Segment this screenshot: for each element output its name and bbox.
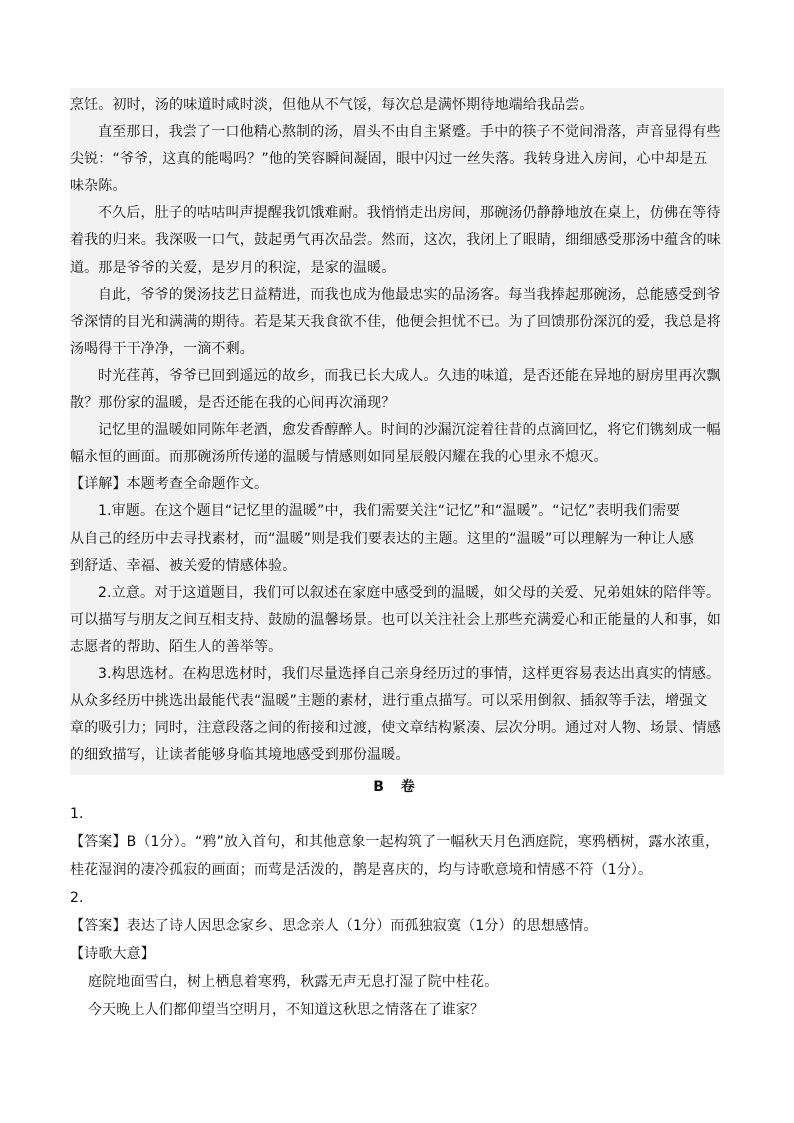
essay-text [70, 92, 724, 471]
essay-line: 不久后，肚子的咕咕叫声提醒我饥饿难耐。我悄悄走出房间，那碗汤仍静静地放在桌上，仿佛在等待 [98, 205, 721, 222]
analysis-point-line: 从自己的经历中去寻找素材，而“温暖”则是我们要表达的主题。这里的“温暖”可以理解为一种让人感 [70, 530, 694, 547]
analysis-point-line: 可以描写与朋友之间互相支持、鼓励的温馨场景。也可以关注社会上那些充满爱心和正能量的人和事，如 [70, 611, 721, 628]
analysis-intro: 本题考查全命题作文。 [126, 476, 269, 493]
essay-line: 记忆里的温暖如同陈年老酒，愈发香醇醉人。时间的沙漏沉淀着往昔的点滴回忆，将它们镌刻成一幅 [98, 422, 721, 439]
essay-line: 烹饪。初时，汤的味道时咸时淡，但他从不气馁，每次总是满怀期待地端给我品尝。 [70, 97, 594, 113]
essay-line: 道。那是爷爷的关爱，是岁月的积淀，是家的温暖。 [70, 259, 396, 276]
analysis-point-line: 2.立意。对于这道题目，我们可以叙述在家庭中感受到的温暖，如父母的关爱、兄弟姐妹的陪伴等。 [98, 584, 721, 601]
question-2-answer: 【答案】表达了诗人因思念家乡、思念亲人（1分）而孤独寂寞（1分）的思想感情。 [70, 918, 598, 934]
poem-meaning-line-2: 今天晚上人们都仰望当空明月，不知道这秋思之情落在了谁家？ [88, 1002, 485, 1018]
essay-line: 自此，爷爷的煲汤技艺日益精进，而我也成为他最忠实的品汤客。每当我捧起那碗汤，总能感受到爷 [98, 286, 721, 303]
analysis-point-line: 从众多经历中挑选出最能代表“温暖”主题的素材，进行重点描写。可以采用倒叙、插叙等手法，增强文 [70, 693, 708, 710]
essay-line: 着我的归来。我深吸一口气，鼓起勇气再次品尝。然而，这次，我闭上了眼睛，细细感受那汤中蕴含的味 [70, 232, 721, 249]
analysis-points [70, 498, 724, 769]
question-1-number: 1. [70, 806, 84, 822]
section-b-content [70, 800, 730, 1024]
essay-line: 时光荏苒，爷爷已回到遥远的故乡，而我已长大成人。久违的味道，是否还能在异地的厨房里再次飘 [98, 367, 721, 384]
essay-line: 汤喝得干干净净，一滴不剩。 [70, 340, 254, 357]
essay-line: 直至那日，我尝了一口他精心熬制的汤，眉头不由自主紧蹙。手中的筷子不觉间滑落，声音显得有些 [98, 124, 721, 141]
essay-shaded-block [70, 88, 724, 775]
essay-line: 爷深情的目光和满满的期待。若是某天我食欲不佳，他便会担忧不已。为了回馈那份深沉的爱，我总是将 [70, 313, 721, 330]
analysis-heading [70, 471, 724, 498]
poem-meaning-label: 【诗歌大意】 [70, 946, 155, 962]
essay-line: 味杂陈。 [70, 178, 127, 195]
essay-line: 尖锐：“爷爷，这真的能喝吗？”他的笑容瞬间凝固，眼中闪过一丝失落。我转身进入房间，心中却是五 [70, 151, 708, 168]
essay-line: 幅永恒的画面。而那碗汤所传递的温暖与情感则如同星辰般闪耀在我的心里永不熄灭。 [70, 449, 608, 466]
question-2-number: 2. [70, 890, 84, 906]
question-1-answer-line-2: 桂花湿润的凄冷孤寂的画面；而莺是活泼的，鹊是喜庆的，均与诗歌意境和情感不符（1分）。 [70, 862, 653, 878]
essay-line: 散？那份家的温暖，是否还能在我的心间再次涌现？ [70, 395, 396, 412]
question-1-answer-line-1: 【答案】B（1分）。“鸦”放入首句，和其他意象一起构筑了一幅秋天月色洒庭院，寒鸦栖树，露水浓重， [70, 834, 720, 850]
poem-meaning-line-1: 庭院地面雪白，树上栖息着寒鸦，秋露无声无息打湿了院中桂花。 [88, 974, 499, 990]
analysis-point-line: 1.审题。在这个题目“记忆里的温暖”中，我们需要关注“记忆”和“温暖”。“记忆”表明我们需要 [98, 503, 681, 520]
analysis-point-line: 的细致描写，让读者能够身临其境地感受到那份温暖。 [70, 747, 410, 764]
analysis-point-line: 章的吸引力；同时，注意段落之间的衔接和过渡，使文章结构紧凑、层次分明。通过对人物、场景、情感 [70, 720, 721, 737]
analysis-point-line: 到舒适、幸福、被关爱的情感体验。 [70, 557, 297, 574]
section-b-title: B 卷 [373, 779, 421, 795]
analysis-point-line: 志愿者的帮助、陌生人的善举等。 [70, 638, 283, 655]
analysis-point-line: 3.构思选材。在构思选材时，我们尽量选择自己亲身经历过的事情，这样更容易表达出真实的情感。 [98, 665, 721, 682]
analysis-label: 【详解】 [70, 476, 127, 493]
